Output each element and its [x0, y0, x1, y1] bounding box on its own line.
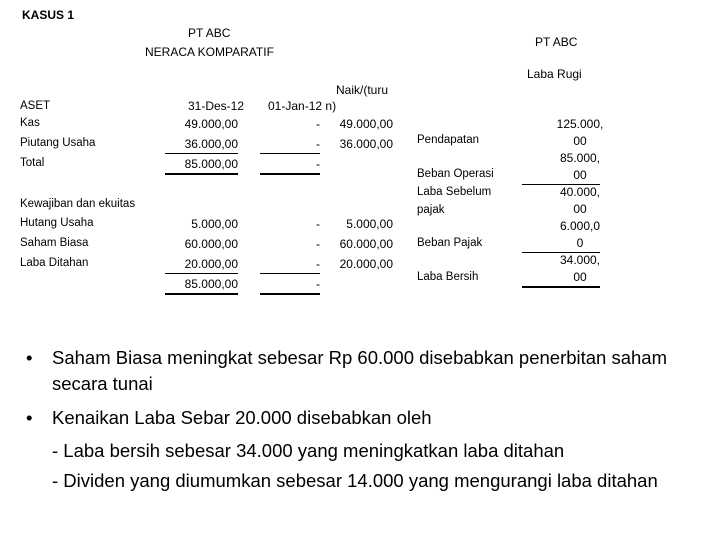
liab-header: Kewajiban dan ekuitas: [20, 198, 136, 210]
row-value-change: 20.000,00: [339, 257, 393, 271]
neraca-title: NERACA KOMPARATIF: [145, 45, 274, 59]
lr-label-beban-operasi: Beban Operasi: [417, 168, 494, 180]
row-value-date1: 85.000,00: [165, 277, 238, 295]
lr-value: 00: [573, 270, 587, 284]
row-value-date1: 60.000,00: [184, 237, 238, 251]
lr-label-pendapatan: Pendapatan: [417, 134, 480, 146]
neraca-col-date2-header: 01-Jan-12 n): [268, 99, 337, 113]
bullet-text-cont: secara tunai: [52, 373, 153, 394]
lr-value: 00: [573, 168, 587, 182]
lr-total-rule: [522, 286, 600, 288]
neraca-company: PT ABC: [188, 26, 231, 40]
asset-header: ASET: [20, 100, 51, 112]
lr-label-laba-bersih: Laba Bersih: [417, 271, 479, 283]
row-value-date2: -: [316, 117, 320, 131]
row-value-date1: 49.000,00: [184, 117, 238, 131]
row-value-date1: 5.000,00: [191, 217, 238, 231]
row-value-date2: -: [260, 157, 320, 175]
row-value-date2: -: [260, 257, 320, 274]
lr-label-beban-pajak: Beban Pajak: [417, 237, 483, 249]
row-value-date2: -: [260, 137, 320, 154]
row-value-change: 5.000,00: [346, 217, 393, 231]
lr-value: 6.000,0: [559, 219, 601, 233]
bullet-marker: •: [26, 347, 33, 368]
neraca-col-change-header: Naik/(turu: [336, 83, 389, 97]
row-value-date2: -: [316, 217, 320, 231]
row-label: Saham Biasa: [20, 237, 89, 249]
lr-value: 0: [576, 236, 584, 250]
lr-value: 85.000,: [559, 151, 601, 165]
neraca-col-date1-header: 31-Des-12: [188, 99, 245, 113]
row-label: Laba Ditahan: [20, 257, 89, 269]
row-value-date2: -: [316, 237, 320, 251]
row-value-change: 36.000,00: [339, 137, 393, 151]
row-value-date1: 36.000,00: [165, 137, 238, 154]
row-label: Piutang Usaha: [20, 137, 96, 149]
bullet-text: Kenaikan Laba Sebar 20.000 disebabkan oleh: [52, 407, 432, 428]
lr-value: 40.000,: [559, 185, 601, 199]
lr-value: 00: [573, 202, 587, 216]
labarugi-company: PT ABC: [535, 35, 578, 49]
row-label: Hutang Usaha: [20, 217, 94, 229]
lr-label-laba-sebelum: Laba Sebelum: [417, 186, 492, 198]
lr-value: 34.000,: [559, 253, 601, 267]
bullet-text: Saham Biasa meningkat sebesar Rp 60.000 disebabkan penerbitan saham: [52, 347, 668, 368]
row-value-change: 49.000,00: [339, 117, 393, 131]
sub-item: - Laba bersih sebesar 34.000 yang meningkatkan laba ditahan: [52, 440, 565, 461]
row-label: Total: [20, 157, 45, 169]
row-label: Kas: [20, 117, 40, 129]
row-value-change: 60.000,00: [339, 237, 393, 251]
lr-value: 00: [573, 134, 587, 148]
row-value-date2: -: [260, 277, 320, 295]
sub-item: - Dividen yang diumumkan sebesar 14.000 yang mengurangi laba ditahan: [52, 470, 658, 491]
bullet-marker: •: [26, 407, 33, 428]
row-value-date1: 20.000,00: [165, 257, 238, 274]
labarugi-title: Laba Rugi: [527, 67, 582, 81]
row-value-date1: 85.000,00: [165, 157, 238, 175]
lr-value: 125.000,: [556, 117, 604, 131]
lr-label-pajak: pajak: [417, 204, 445, 216]
slide-title: KASUS 1: [22, 8, 75, 22]
